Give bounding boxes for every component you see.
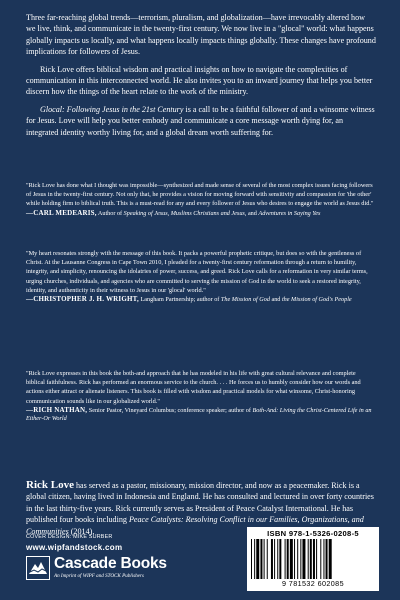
barcode-digits: 9 781532 602085 (282, 579, 344, 588)
endorser-credit-joiner: and (246, 209, 259, 217)
endorser-name: —RICH NATHAN, (26, 405, 88, 414)
description-paragraph-1: Three far-reaching global trends—terrorism, pluralism, and globalization—have irrevocably altered how we live, think, and communicate in the twenty-first century. We now live in a "glocal" world: what happens globally impacts us locally, and what happens locally impacts things globally. These changes have profound implications for followers of Jesus. (26, 13, 376, 57)
barcode-icon (251, 539, 375, 579)
description-paragraph-2: Rick Love offers biblical wisdom and practical insights on how to navigate the complexities of communication in this interconnected world. He also invites you to an inward journey that helps you better discern how the things of the heart relate to the work of the ministry. (26, 64, 373, 97)
endorsement-quote: "My heart resonates strongly with the message of this book. It packs a powerful prophetic critique, but does so with the gentleness of Christ. At the Lausanne Congress in Cape Town 2010, I pleaded for a twenty-first century reformation through a return to humility, integrity, and simplicity, renouncing the idolatries of power, success, and greed. Rick Love calls for a reformation in very similar terms, urging churches, individuals, and agencies who are committed to serving the mission of God in the world to seek a restored integrity, identity, and authenticity in their witness to Jesus in our 'glocal' world." (26, 250, 368, 294)
endorsement-1 (26, 181, 376, 218)
endorser-book: Both-And: Living the Christ-Centered Life in an Either-Or World (26, 406, 372, 423)
endorsement-quote: "Rick Love has done what I thought was impossible—synthesized and made sense of several of the most complex issues facing followers of Jesus in the twenty-first century. Not only that, he provides a vision for moving forward with sensitivity and compassion for 'the other' while holding firm to biblical truth. This is a must-read for any and every follower of Jesus who desires to engage the world as Jesus did." (26, 182, 374, 208)
publisher-name: Cascade Books (54, 555, 167, 572)
endorser-book: Speaking of Jesus, Muslims Christians and Jesus, (123, 209, 247, 217)
endorser-credit: Senior Pastor, Vineyard Columbus; conference speaker; author of (87, 406, 253, 414)
isbn-label: ISBN 978-1-5326-0208-5 (267, 529, 359, 538)
endorser-book: the Mission of God's People (281, 296, 352, 304)
author-bio-text-end: (2014). (68, 526, 95, 536)
description-paragraph-3-text: is a call to be a faithful follower of and a winsome witness for Jesus. Love will help you better embody and communicate a core message worth dying for, an integrated identity worthy living for, and a global dream worth suffering for. (26, 104, 375, 137)
endorsement-signature (26, 295, 376, 305)
description-paragraph-3 (26, 104, 376, 138)
endorser-name: —CHRISTOPHER J. H. WRIGHT, (26, 295, 139, 304)
endorsement-quote: "Rick Love expresses in this book the both-and approach that he has modeled in his life with great cultural relevance and complete biblical faithfulness. Rick has performed an enormous service to the church. . . . He forces us to humbly consider how our words and actions either attract or alienate listeners. This book is filled with wisdom and practical models for what winsome, Christ-honoring communication sounds like in our globalized world." (26, 370, 361, 405)
book-title: Glocal: Following Jesus in the 21st Century (40, 104, 184, 114)
endorsement-2 (26, 249, 376, 305)
endorser-credit-joiner: and (269, 296, 282, 304)
endorsement-signature (26, 406, 376, 424)
author-name: Rick Love (26, 479, 74, 491)
endorser-credit: Langham Partnership; author of (138, 296, 221, 304)
book-description (26, 12, 376, 144)
publisher-tagline: An Imprint of WIPF and STOCK Publishers (54, 573, 144, 579)
endorser-name: —CARL MEDEARIS, (26, 208, 97, 217)
isbn-barcode (247, 527, 379, 591)
mountains-icon (26, 556, 50, 580)
endorser-book: The Mission of God (220, 296, 270, 304)
cover-design-credit: COVER DESIGN: MIKE SURBER (26, 534, 113, 540)
author-book: Peace Catalysts: Resolving Conflict in our Families, Organizations, and Communities (26, 515, 364, 536)
endorsement-3 (26, 369, 376, 424)
endorser-credit: Author of (96, 209, 124, 217)
endorser-book: Adventures in Saying Yes (258, 209, 321, 217)
author-bio-text: has served as a pastor, missionary, mission director, and now as a peacemaker. Rick is a global citizen, having lived in Indonesia and England. He has consulted and lectured in over forty countries in the last thirty-five years. Rick currently serves as President of Peace Catalyst International. He has published four books including (26, 481, 374, 525)
endorsement-signature (26, 209, 376, 219)
publisher-website: www.wipfandstock.com (26, 543, 123, 552)
publisher-logo (26, 556, 176, 586)
